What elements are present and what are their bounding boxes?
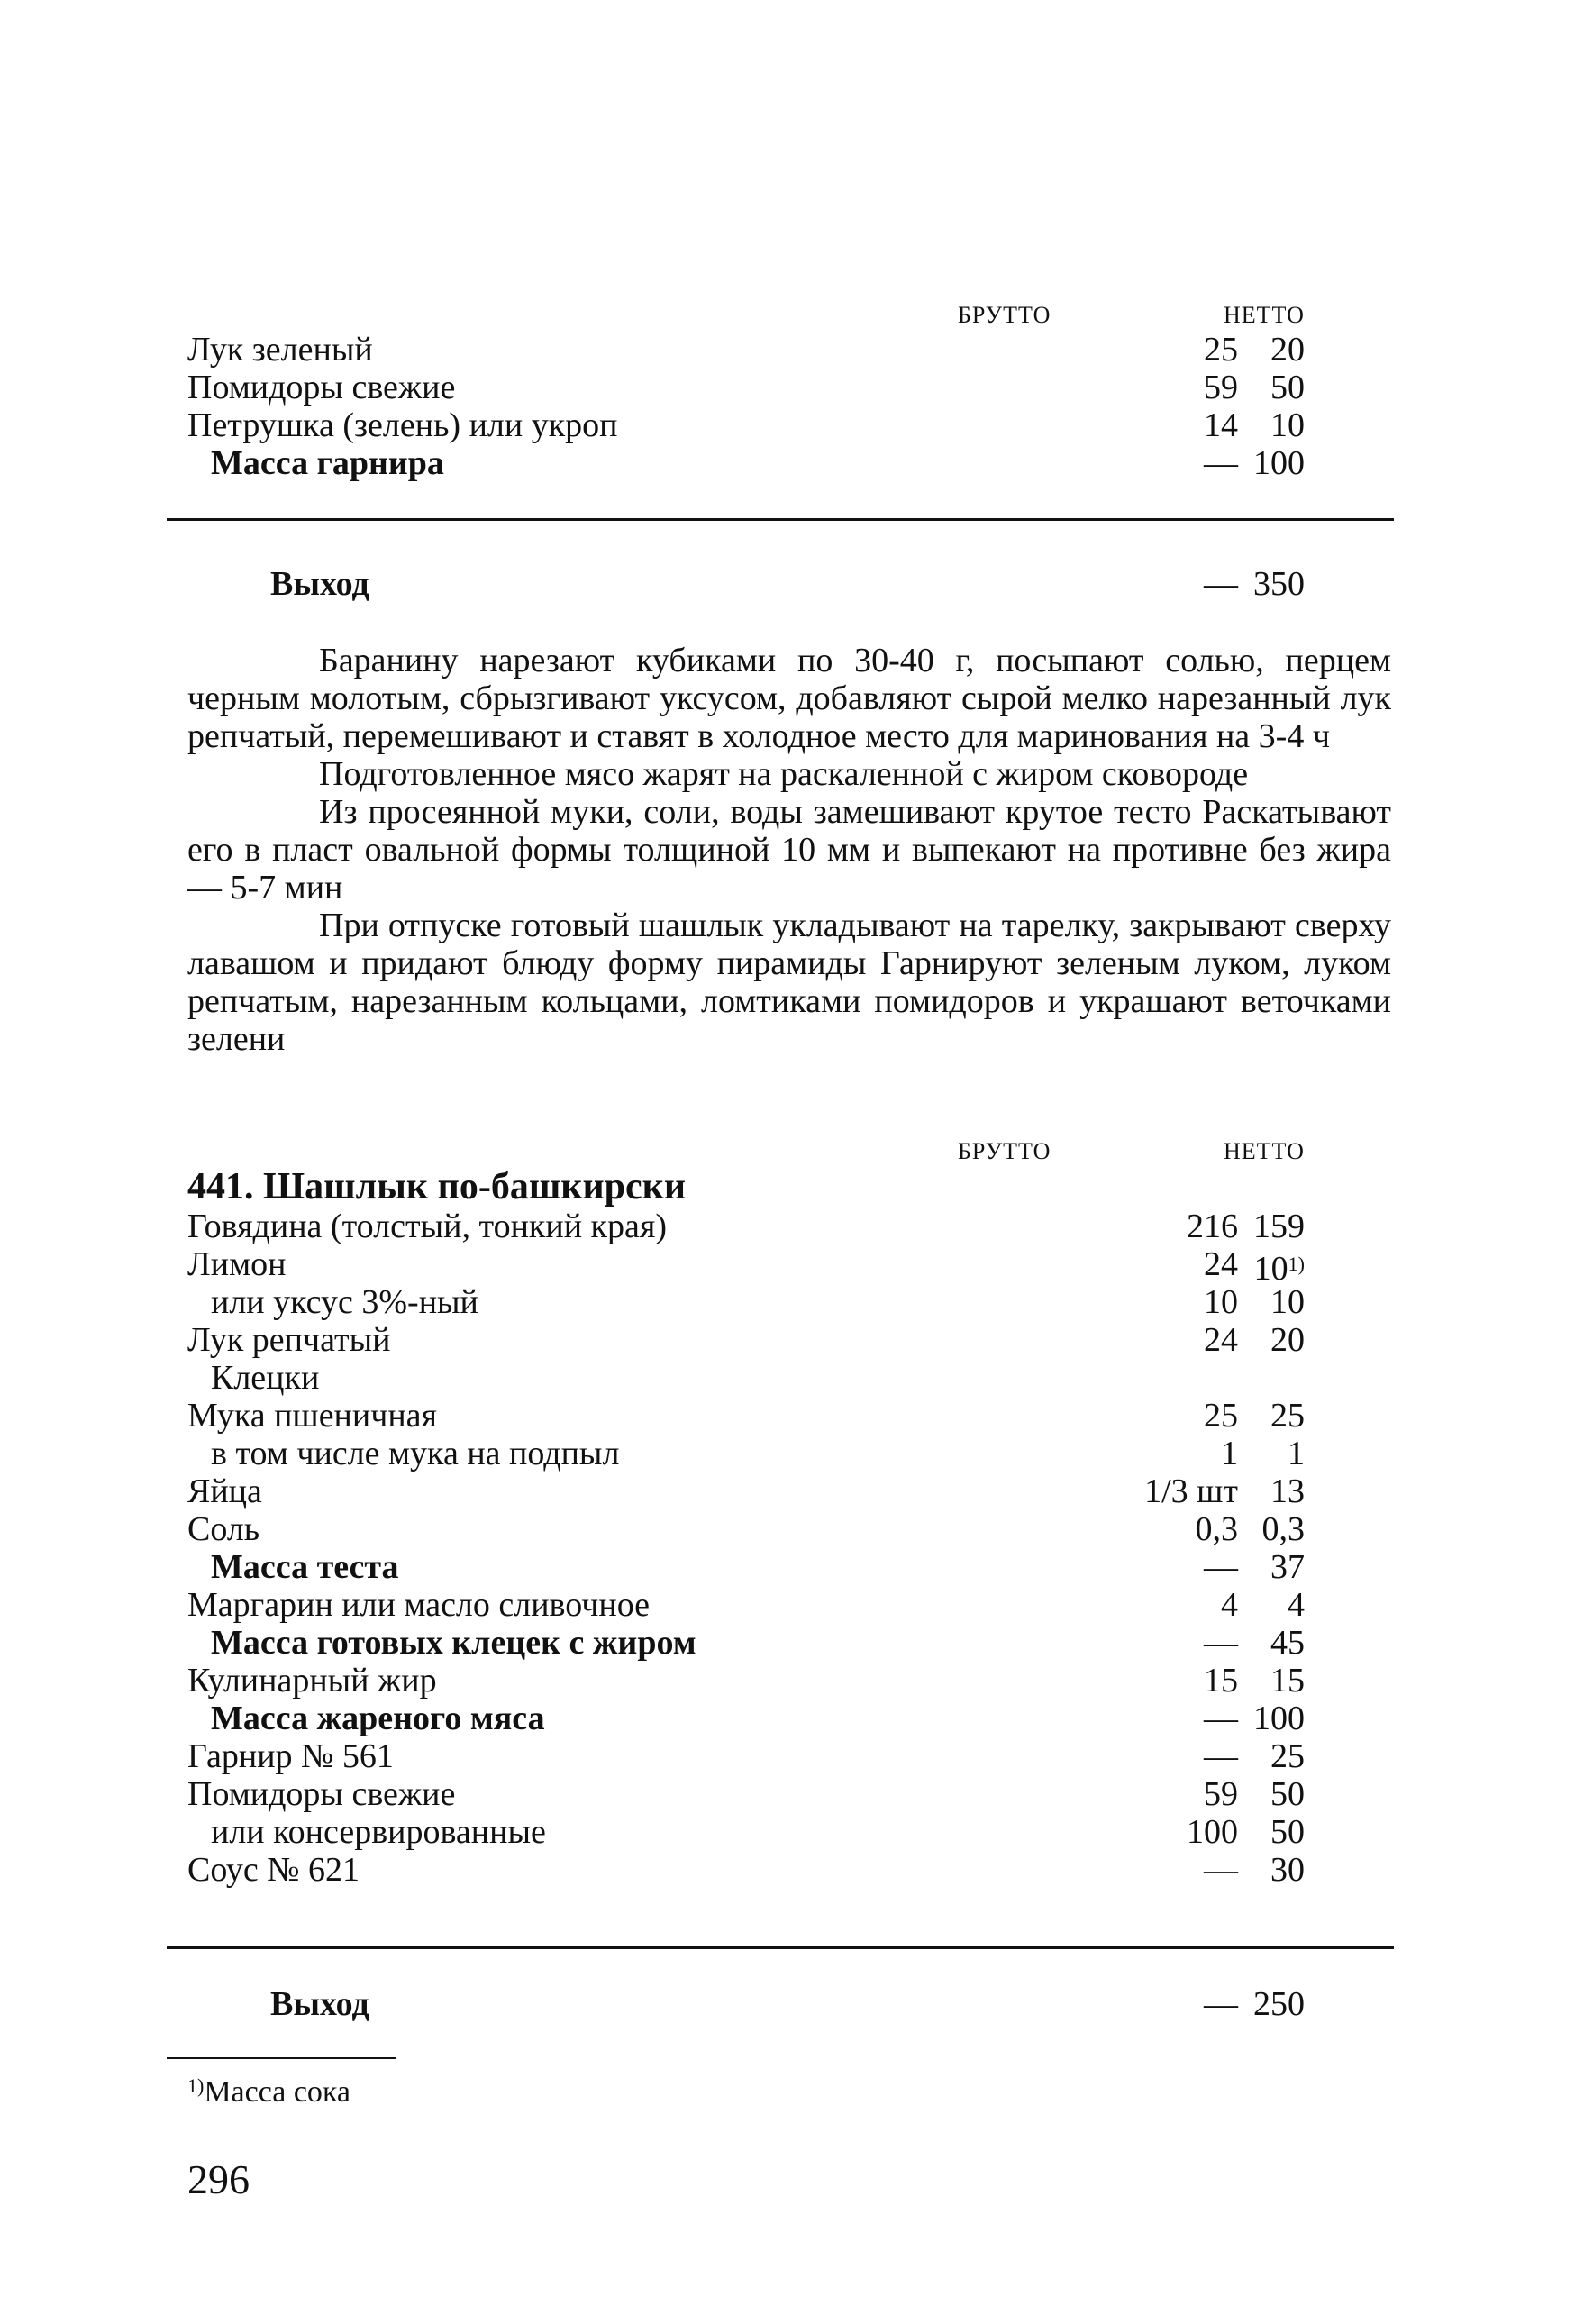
ingredient-name: Лук зеленый — [187, 331, 373, 369]
netto-value: 50 — [1270, 1813, 1305, 1851]
ingredient-name: или уксус 3%-ный — [211, 1283, 478, 1321]
ingredient-name: Лук репчатый — [187, 1321, 391, 1359]
brutto-value: 59 — [1204, 1775, 1238, 1813]
ingredient-name: Кулинарный жир — [187, 1662, 437, 1700]
brutto-value: — — [1204, 444, 1238, 482]
instruction-paragraph: Из просеянной муки, соли, воды замешивают крутое тесто Раскатывают его в пласт овальной формы толщиной 10 мм и выпекают на противне без жира — 5-7 мин — [187, 793, 1391, 907]
table-row — [187, 1586, 1305, 1624]
ingredient-name: Маргарин или масло сливочное — [187, 1586, 651, 1624]
brutto-column-header: БРУТТО — [958, 1138, 1051, 1164]
netto-value: 50 — [1270, 369, 1305, 406]
ingredient-name: Лимон — [187, 1245, 287, 1283]
brutto-value: 24 — [1204, 1245, 1238, 1283]
table-row — [187, 1548, 1305, 1586]
brutto-value: — — [1204, 1851, 1238, 1889]
table-row — [187, 1737, 1305, 1775]
netto-value: 100 — [1253, 1700, 1305, 1737]
brutto-value: — — [1204, 1737, 1238, 1775]
brutto-value: — — [1204, 1548, 1238, 1586]
yield-row — [187, 565, 1305, 603]
table-row — [187, 406, 1305, 444]
yield-row — [187, 1985, 1305, 2023]
table-row — [187, 1775, 1305, 1813]
netto-value: 350 — [1253, 565, 1305, 603]
brutto-value: 1 — [1221, 1435, 1238, 1472]
netto-value: 50 — [1270, 1775, 1305, 1813]
netto-value: 37 — [1270, 1548, 1305, 1586]
netto-value: 13 — [1270, 1472, 1305, 1510]
brutto-value: 25 — [1204, 331, 1238, 369]
netto-column-header: НЕТТО — [1224, 302, 1305, 328]
ingredient-name: Соль — [187, 1510, 260, 1548]
ingredient-name: Масса гарнира — [211, 444, 444, 482]
netto-value: 10 — [1270, 1283, 1305, 1321]
ingredient-name: Гарнир № 561 — [187, 1737, 394, 1775]
instruction-paragraph: Баранину нарезают кубиками по 30-40 г, посыпают солью, перцем черным молотым, сбрызгивают уксусом, добавляют сырой мелко нарезанный лук репчатый, перемешивают и ставят в холодное место для маринования на 3-4 ч — [187, 642, 1391, 755]
brutto-value: 4 — [1221, 1586, 1238, 1624]
ingredient-name: Помидоры свежие — [187, 1775, 456, 1813]
brutto-value: — — [1204, 1624, 1238, 1662]
table-row — [187, 369, 1305, 406]
ingredient-name: Помидоры свежие — [187, 369, 456, 406]
netto-value: 4 — [1288, 1586, 1305, 1624]
table-row — [187, 1359, 1305, 1397]
ingredient-name: Масса жареного мяса — [211, 1700, 545, 1737]
table-row — [187, 331, 1305, 369]
netto-value: 25 — [1270, 1397, 1305, 1435]
brutto-value: 100 — [1187, 1813, 1238, 1851]
ingredient-name: Говядина (толстый, тонкий края) — [187, 1208, 668, 1245]
netto-value — [1124, 1245, 1305, 1288]
footnote-reference: 1) — [1288, 1253, 1305, 1275]
footnote — [187, 2069, 350, 2110]
table-row — [187, 1321, 1305, 1359]
yield-label: Выход — [270, 1985, 369, 2023]
netto-value: 20 — [1270, 331, 1305, 369]
page-number: 296 — [187, 2156, 250, 2202]
table-row — [187, 1283, 1305, 1321]
netto-value: 25 — [1270, 1737, 1305, 1775]
netto-value: 30 — [1270, 1851, 1305, 1889]
table-row — [187, 1397, 1305, 1435]
netto-value: 10 — [1270, 406, 1305, 444]
brutto-value: — — [1204, 1700, 1238, 1737]
table-row — [187, 1208, 1305, 1245]
recipe-title: 441. Шашлык по-башкирски — [187, 1166, 687, 1208]
brutto-value: 14 — [1204, 406, 1238, 444]
table-row — [187, 444, 1305, 482]
ingredient-name: в том числе мука на подпыл — [211, 1435, 620, 1472]
netto-number: 10 — [1253, 1250, 1288, 1288]
table-row — [187, 1662, 1305, 1700]
brutto-column-header: БРУТТО — [958, 302, 1051, 328]
netto-value: 45 — [1270, 1624, 1305, 1662]
brutto-value: 15 — [1204, 1662, 1238, 1700]
cooking-instructions — [187, 642, 1391, 1058]
ingredient-name: Масса готовых клецек с жиром — [211, 1624, 696, 1662]
table-row — [187, 1851, 1305, 1889]
ingredient-name: или консервированные — [211, 1813, 546, 1851]
ingredient-name: Петрушка (зелень) или укроп — [187, 406, 618, 444]
table-row — [187, 1813, 1305, 1851]
brutto-value: 24 — [1204, 1321, 1238, 1359]
netto-column-header: НЕТТО — [1224, 1138, 1305, 1164]
footnote-mark: 1) — [187, 2074, 205, 2097]
ingredient-name: Яйца — [187, 1472, 262, 1510]
brutto-value: 59 — [1204, 369, 1238, 406]
table-row — [187, 1472, 1305, 1510]
brutto-value: 216 — [1187, 1208, 1238, 1245]
brutto-value: 25 — [1204, 1397, 1238, 1435]
ingredient-name: Клецки — [211, 1359, 320, 1397]
table-row — [187, 1700, 1305, 1737]
ingredient-name: Масса теста — [211, 1548, 399, 1586]
netto-value: 100 — [1253, 444, 1305, 482]
instruction-paragraph: При отпуске готовый шашлык укладывают на тарелку, закрывают сверху лавашом и придают блюду форму пирамиды Гарнируют зеленым луком, луком репчатым, нарезанным кольцами, ломтиками помидоров и украшают веточками зелени — [187, 907, 1391, 1058]
brutto-value: 10 — [1204, 1283, 1238, 1321]
brutto-value: — — [1204, 565, 1238, 603]
netto-value: 1 — [1288, 1435, 1305, 1472]
instruction-paragraph: Подготовленное мясо жарят на раскаленной с жиром сковороде — [319, 755, 1249, 793]
netto-value: 250 — [1253, 1985, 1305, 2023]
yield-label: Выход — [270, 565, 369, 603]
netto-value: 15 — [1270, 1662, 1305, 1700]
table-row — [187, 1435, 1305, 1472]
ingredient-name: Мука пшеничная — [187, 1397, 438, 1435]
ingredient-name: Соус № 621 — [187, 1851, 360, 1889]
table-row — [187, 1624, 1305, 1662]
netto-value: 20 — [1270, 1321, 1305, 1359]
table-row — [187, 1510, 1305, 1548]
table-rule — [167, 518, 1394, 521]
table-row — [187, 1245, 1305, 1288]
footnote-rule — [167, 2057, 396, 2059]
brutto-value: 1/3 шт — [1144, 1472, 1238, 1510]
netto-value: 0,3 — [1261, 1510, 1305, 1548]
brutto-value: 0,3 — [1195, 1510, 1238, 1548]
brutto-value: — — [1204, 1985, 1238, 2023]
netto-value: 159 — [1253, 1208, 1305, 1245]
footnote-text: Масса сока — [204, 2075, 351, 2109]
table-rule — [167, 1946, 1394, 1949]
